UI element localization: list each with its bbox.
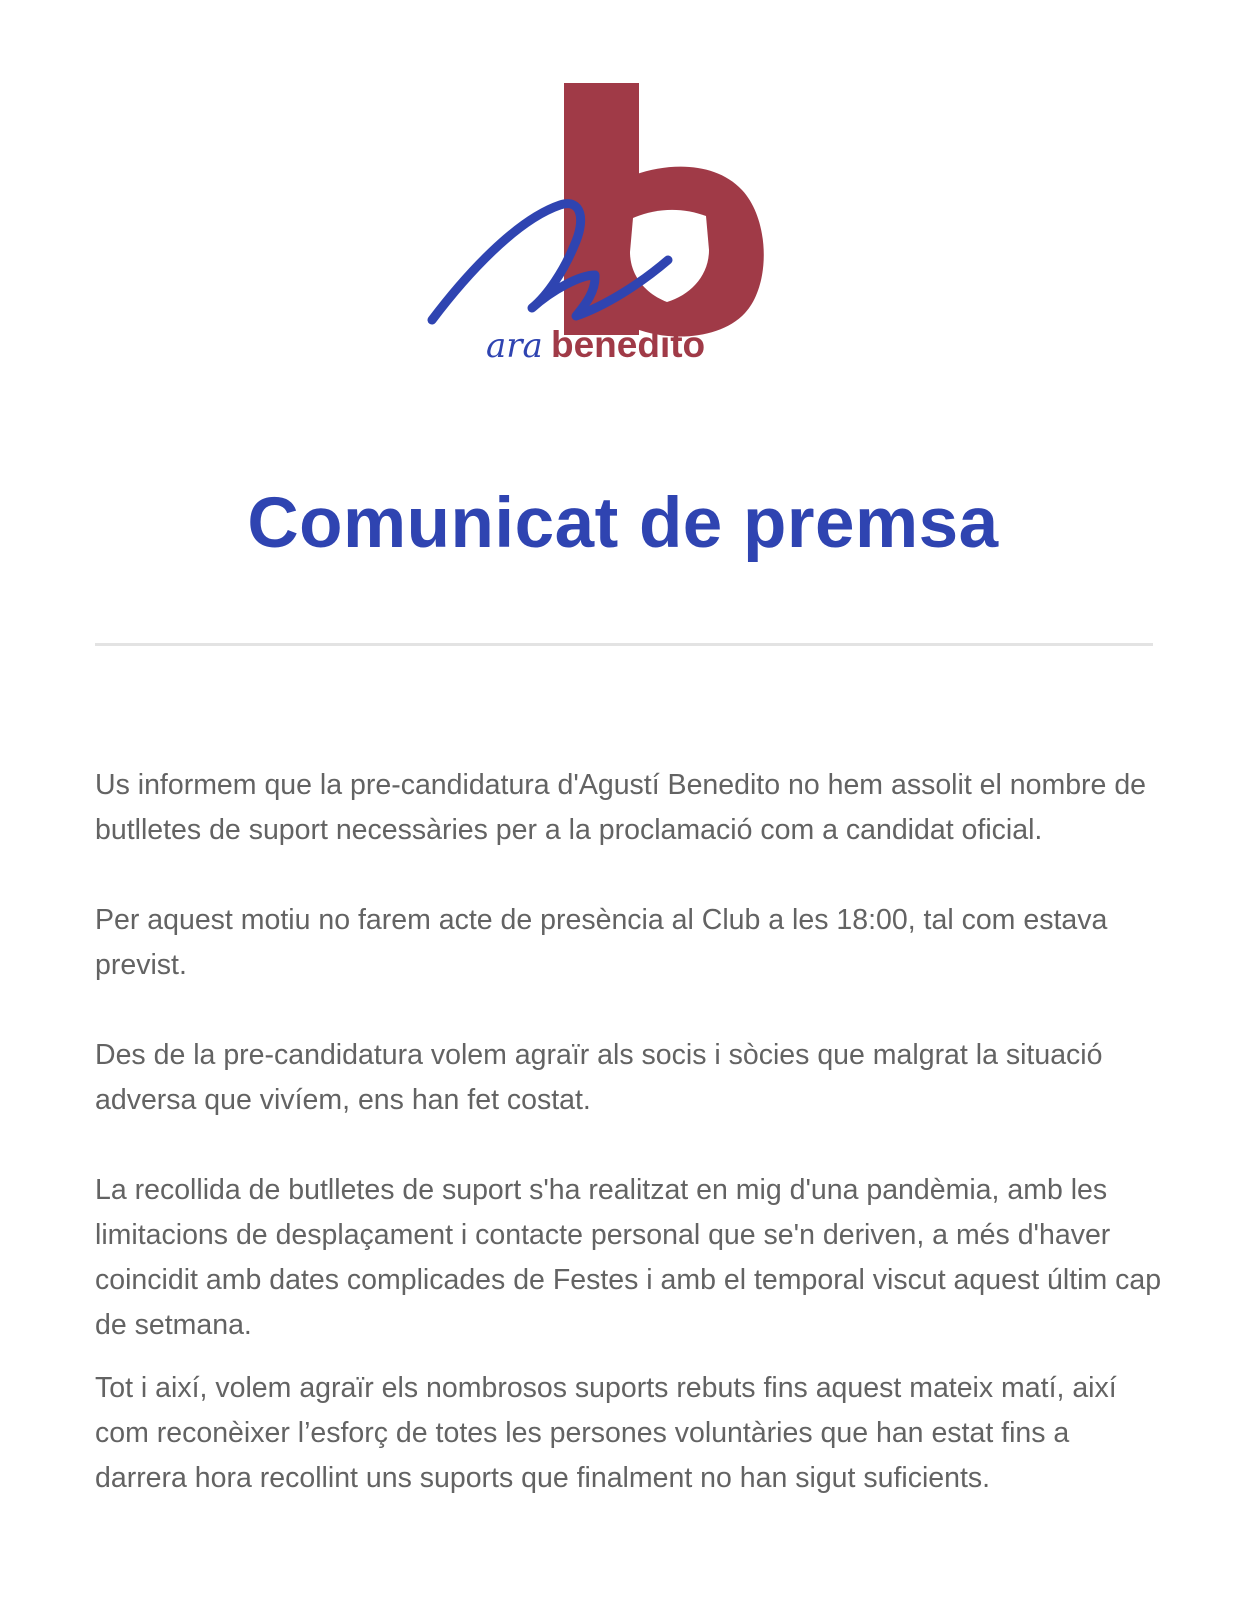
paragraph: Us informem que la pre-candidatura d'Agustí Benedito no hem assolit el nombre de butlletes de suport necessàries per a la proclamació com a candidat oficial. [95, 769, 1147, 846]
paragraph: Per aquest motiu no farem acte de presència al Club a les 18:00, tal com estava previst. [95, 904, 1108, 981]
paragraph: Tot i així, volem agraïr els nombrosos suports rebuts fins aquest mateix matí, així com reconèixer l’esforç de totes les persones voluntàries que han estat fins a darrera hora recollint uns suports que finalment no han sigut suficients. [95, 1372, 1117, 1494]
header-logo-area [0, 70, 1246, 380]
paragraph: La recollida de butlletes de suport s'ha realitzat en mig d'una pandèmia, amb les limitacions de desplaçament i contacte personal que se'n deriven, a més d'haver coincidit amb dates complicades de Festes i amb el temporal viscut aquest últim cap de setmana. [95, 1174, 1162, 1341]
logo-ara-text: ara [486, 326, 543, 366]
paragraph: Des de la pre-candidatura volem agraïr als socis i sòcies que malgrat la situació adversa que vivíem, ens han fet costat. [95, 1039, 1103, 1116]
logo-benedito-text: benedito [551, 324, 706, 365]
press-release-body [95, 763, 1165, 1501]
arabenedito-logo [420, 70, 780, 370]
divider [95, 643, 1153, 646]
page-title: Comunicat de premsa [247, 484, 999, 563]
